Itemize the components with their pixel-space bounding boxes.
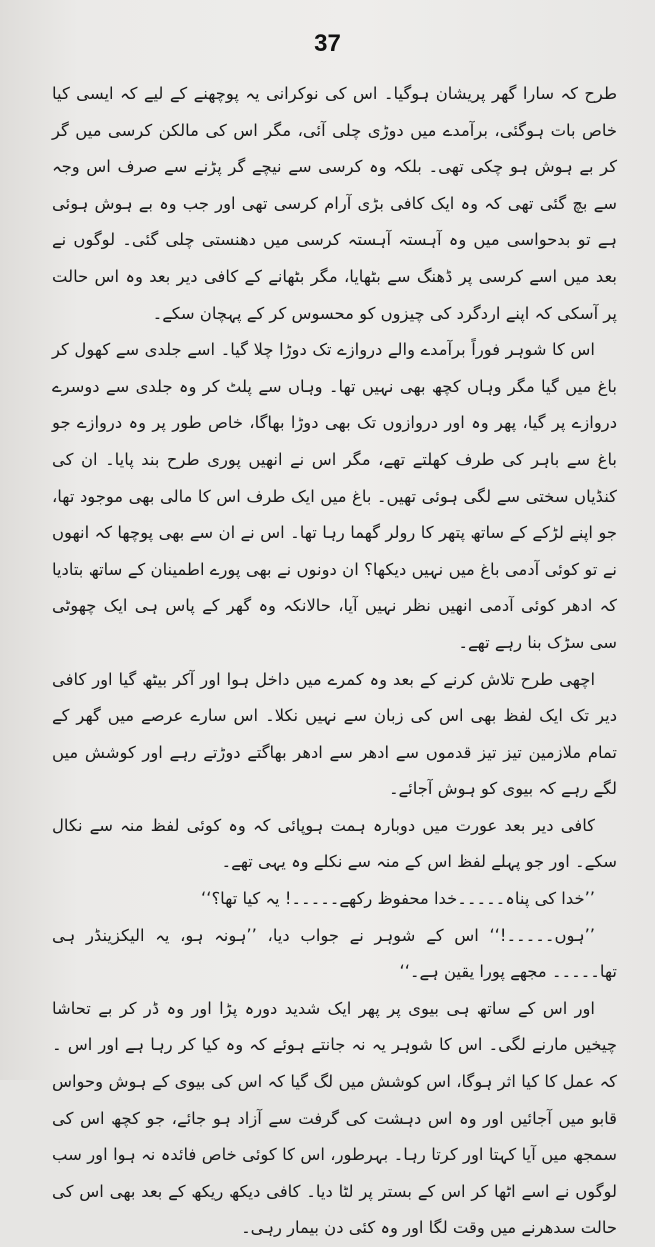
- paragraph-2: اس کا شوہر فوراً برآمدے والے دروازے تک دوڑا چلا گیا۔ اسے جلدی سے کھول کر باغ میں گیا مگر وہاں کچھ بھی نہیں تھا۔ وہاں سے پلٹ کر وہ جلدی سے دوسرے دروازے پر گیا، پھر وہ اور دروازوں تک بھی دوڑا بھاگا، خاص طور پر وہ دروازے جو باغ سے باہر کی طرف کھلتے تھے، مگر اس نے انھیں پوری طرح بند پایا۔ ان کی کنڈیاں سختی سے لگی ہوئی تھیں۔ باغ میں ایک طرف اس کا مالی بھی موجود تھا، جو اپنے لڑکے کے ساتھ پتھر کا رولر گھما رہا تھا۔ اس نے ان سے بھی پوچھا کہ انھوں نے تو کوئی آدمی باغ میں نہیں دیکھا؟ ان دونوں نے بھی پورے اطمینان کے ساتھ بتادیا کہ ادھر کوئی آدمی انھیں نظر نہیں آیا، حالانکہ وہ گھر کے پاس ہی ایک چھوٹی سی سڑک بنا رہے تھے۔: [52, 340, 617, 652]
- page-body-text: [52, 76, 617, 1247]
- quote-2: ’’ہوں۔۔۔۔۔!‘‘ اس کے شوہر نے جواب دیا، ’’ہونہ ہو، یہ الیکزینڈر ہی تھا۔۔۔۔۔ مجھے پورا یقین ہے۔‘‘: [52, 925, 617, 982]
- quote-1: ’’خدا کی پناہ۔۔۔۔۔خدا محفوظ رکھے۔۔۔۔۔! یہ کیا تھا؟‘‘: [201, 889, 595, 909]
- paragraph-4: کافی دیر بعد عورت میں دوبارہ ہمت ہوپائی کہ وہ کوئی لفظ منہ سے نکال سکے۔ اور جو پہلے لفظ اس کے منہ سے نکلے وہ یہی تھے۔: [52, 815, 617, 872]
- paragraph-3: اچھی طرح تلاش کرنے کے بعد وہ کمرے میں داخل ہوا اور آکر بیٹھ گیا اور کافی دیر تک ایک لفظ بھی اس کی زبان سے نہیں نکلا۔ اس سارے عرصے میں گھر کے تمام ملازمین تیز تیز قدموں سے ادھر سے ادھر بھاگتے دوڑتے رہے اور کوشش میں لگے رہے کہ بیوی کو ہوش آجائے۔: [52, 669, 617, 799]
- paragraph-final: اور اس کے ساتھ ہی بیوی پر پھر ایک شدید دورہ پڑا اور وہ ڈر کر بے تحاشا چیخیں مارنے لگی۔ اس کا شوہر یہ نہ جانتے ہوئے کہ وہ کیا کر رہا ہے اور اس ۔ کہ عمل کا کیا اثر ہوگا، اس کوشش میں لگ گیا کہ اس کی بیوی کے ہوش وحواس قابو میں آجائیں اور وہ اس دہشت کی گرفت سے آزاد ہو جائے، جو کچھ اس کی سمجھ میں آیا کہتا اور کرتا رہا۔ بہرطور، اس کا کوئی خاص فائدہ نہ ہوا اور سب لوگوں نے اسے اٹھا کر اس کے بستر پر لٹا دیا۔ کافی دیکھ ریکھ کے بعد بھی اس کی حالت سدھرنے میں وقت لگا اور وہ کئی دن بیمار رہی۔: [52, 998, 617, 1238]
- paragraph-1: طرح کہ سارا گھر پریشان ہوگیا۔ اس کی نوکرانی یہ پوچھنے کے لیے کہ ایسی کیا خاص بات ہوگئی، برآمدے میں دوڑی چلی آئی، مگر اس کی مالکن کرسی میں گر کر بے ہوش ہو چکی تھی۔ بلکہ وہ کرسی سے نیچے گر پڑنے سے صرف اس وجہ سے بچ گئی تھی کہ وہ ایک کافی بڑی آرام کرسی تھی اور جب وہ بے ہوش ہوئی ہے تو بدحواسی میں وہ آہستہ آہستہ کرسی میں دھنستی چلی گئی۔ لوگوں نے بعد میں اسے کرسی پر ڈھنگ سے بٹھایا، مگر بٹھانے کے کافی دیر بعد وہ اس حالت پر آسکی کہ اپنے اردگرد کی چیزوں کو محسوس کر کے پہچان سکے۔: [52, 84, 617, 323]
- page-number: 37: [314, 30, 341, 57]
